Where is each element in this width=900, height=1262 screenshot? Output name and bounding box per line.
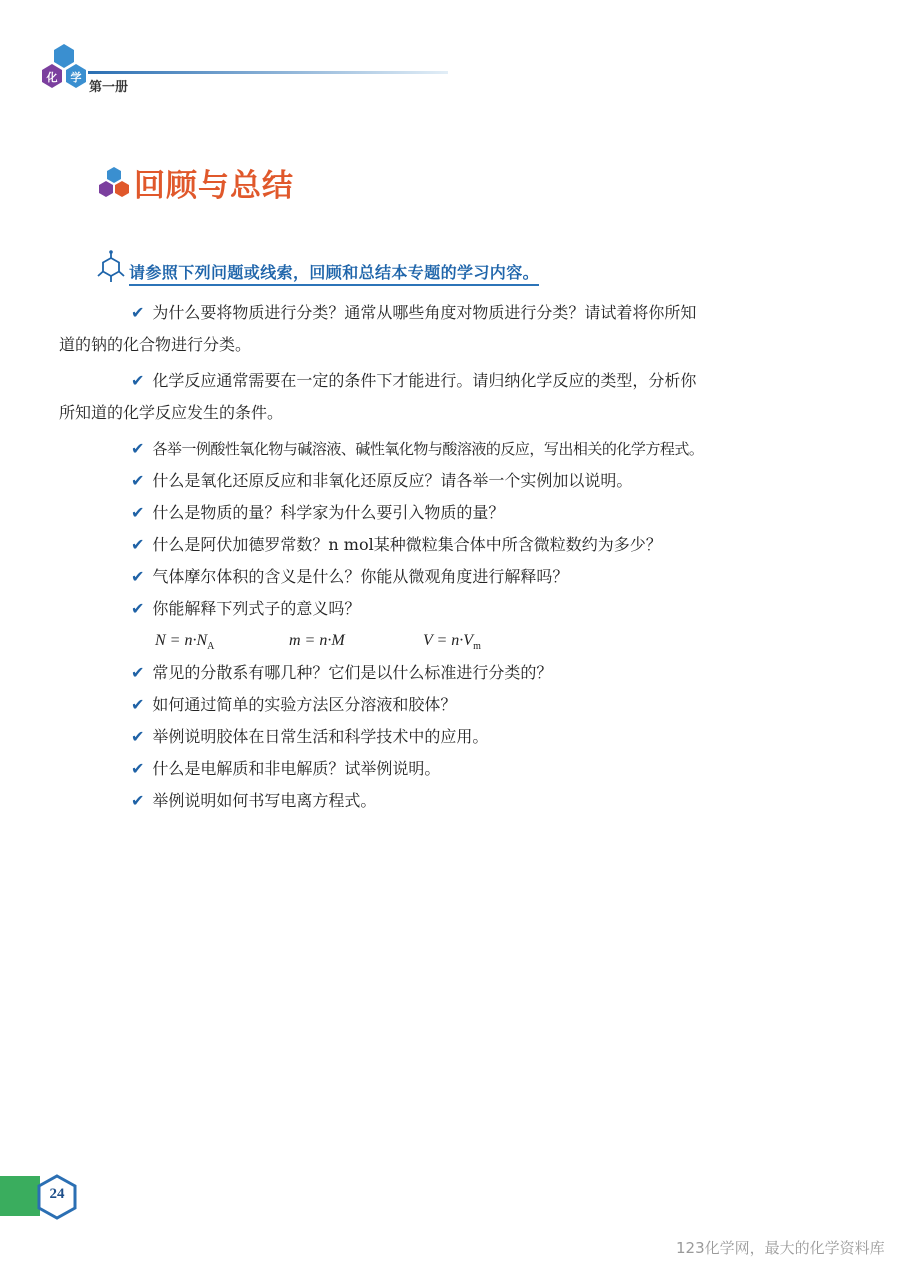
review-list <box>59 297 815 817</box>
item-text: 常见的分散系有哪几种？它们是以什么标准进行分类的？ <box>152 663 553 682</box>
watermark: 123化学网，最大的化学资料库 <box>676 1239 885 1257</box>
check-icon: ✔ <box>131 439 145 458</box>
formula-row <box>95 625 815 657</box>
book-volume: 第一册 <box>89 80 129 95</box>
item-text: 什么是物质的量？科学家为什么要引入物质的量？ <box>152 503 505 522</box>
list-item <box>95 785 815 817</box>
check-icon: ✔ <box>131 567 145 586</box>
check-icon: ✔ <box>131 471 145 490</box>
formula-text: V = n·V <box>423 632 474 649</box>
list-item <box>95 753 815 785</box>
list-item <box>95 721 815 753</box>
formula-text: m = n·M <box>289 632 345 649</box>
hex-char-right: 学 <box>70 71 82 84</box>
check-icon: ✔ <box>131 695 145 714</box>
item-text: 如何通过简单的实验方法区分溶液和胶体？ <box>152 695 457 714</box>
item-text: 什么是氧化还原反应和非氧化还原反应？请各举一个实例加以说明。 <box>152 471 633 490</box>
hex-char-left: 化 <box>46 71 58 84</box>
page-tab-bar <box>0 1176 40 1216</box>
check-icon: ✔ <box>131 759 145 778</box>
intro-instruction: 请参照下列问题或线索，回顾和总结本专题的学习内容。 <box>129 260 539 286</box>
item-text: 举例说明如何书写电离方程式。 <box>152 791 377 810</box>
item-text: 各举一例酸性氧化物与碱溶液、碱性氧化物与酸溶液的反应，写出相关的化学方程式。 <box>152 440 704 458</box>
check-icon: ✔ <box>131 663 145 682</box>
page-number: 24 <box>49 1186 65 1202</box>
item-text: 举例说明胶体在日常生活和科学技术中的应用。 <box>152 727 489 746</box>
item-text: 化学反应通常需要在一定的条件下才能进行。请归纳化学反应的类型，分析你 <box>152 371 697 390</box>
check-icon: ✔ <box>131 371 145 390</box>
check-icon: ✔ <box>131 303 145 322</box>
list-item <box>95 561 815 593</box>
hex-cluster-icon <box>96 166 132 198</box>
list-item <box>95 657 815 689</box>
list-item <box>59 365 815 429</box>
check-icon: ✔ <box>131 727 145 746</box>
item-text-cont: 道的钠的化合物进行分类。 <box>59 335 252 354</box>
list-item <box>95 497 815 529</box>
list-item <box>95 433 815 465</box>
list-item <box>95 689 815 721</box>
list-item <box>95 465 815 497</box>
item-text: 什么是阿伏加德罗常数？n mol某种微粒集合体中所含微粒数约为多少？ <box>152 535 662 554</box>
section-title: 回顾与总结 <box>134 168 294 204</box>
list-item <box>59 297 815 361</box>
list-item <box>95 529 815 561</box>
formula-mass <box>289 625 419 657</box>
molecule-icon <box>96 250 126 284</box>
formula-sub: m <box>473 641 481 653</box>
header-rule <box>88 71 448 74</box>
item-text: 为什么要将物质进行分类？通常从哪些角度对物质进行分类？请试着将你所知 <box>152 303 697 322</box>
check-icon: ✔ <box>131 791 145 810</box>
check-icon: ✔ <box>131 503 145 522</box>
item-text: 气体摩尔体积的含义是什么？你能从微观角度进行解释吗？ <box>152 567 569 586</box>
chemistry-hex-logo <box>38 42 90 98</box>
item-text: 什么是电解质和非电解质？试举例说明。 <box>152 759 441 778</box>
list-item <box>95 593 815 625</box>
item-text-cont: 所知道的化学反应发生的条件。 <box>59 403 284 422</box>
formula-sub: A <box>207 641 215 653</box>
formula-text: N = n·N <box>155 632 208 649</box>
check-icon: ✔ <box>131 599 145 618</box>
check-icon: ✔ <box>131 535 145 554</box>
item-text: 你能解释下列式子的意义吗？ <box>152 599 361 618</box>
